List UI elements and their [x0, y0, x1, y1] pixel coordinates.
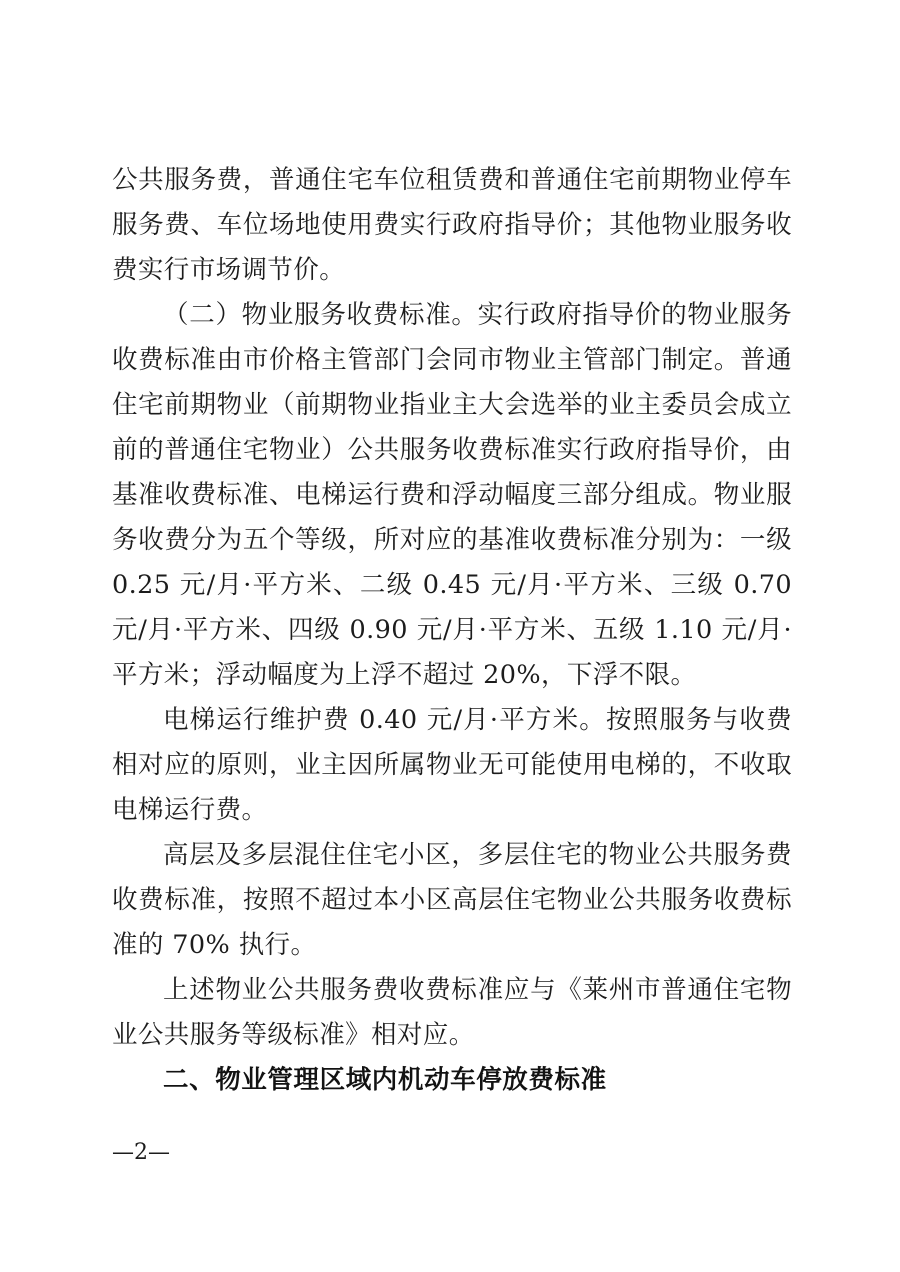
- section-heading-two: 二、物业管理区域内机动车停放费标准: [163, 1065, 607, 1095]
- paragraph-public-service-fee: 公共服务费，普通住宅车位租赁费和普通住宅前期物业停车服务费、车位场地使用费实行政府指导价；其他物业服务收费实行市场调节价。: [112, 165, 792, 285]
- paragraph-grade-standard-reference: 上述物业公共服务费收费标准应与《莱州市普通住宅物业公共服务等级标准》相对应。: [112, 975, 792, 1050]
- paragraph-item-two-standards: （二）物业服务收费标准。实行政府指导价的物业服务收费标准由市价格主管部门会同市物业主管部门制定。普通住宅前期物业（前期物业指业主大会选举的业主委员会成立前的普通住宅物业）公共服务收费标准实行政府指导价，由基准收费标准、电梯运行费和浮动幅度三部分组成。物业服务收费分为五个等级，所对应的基准收费标准分别为：一级 0.25 元/月·平方米、二级 0.45 元/月·平方米、三级 0.70 元/月·平方米、四级 0.90 元/月·平方米、五级 1.10 元/月·平方米；浮动幅度为上浮不超过 20%，下浮不限。: [112, 300, 792, 690]
- page-number: —2—: [112, 1140, 170, 1165]
- paragraph-elevator-fee: 电梯运行维护费 0.40 元/月·平方米。按照服务与收费相对应的原则，业主因所属物业无可能使用电梯的，不收取电梯运行费。: [112, 705, 792, 825]
- document-body: [112, 158, 792, 1103]
- paragraph-mixed-highrise: 高层及多层混住住宅小区，多层住宅的物业公共服务费收费标准，按照不超过本小区高层住宅物业公共服务收费标准的 70% 执行。: [112, 840, 792, 960]
